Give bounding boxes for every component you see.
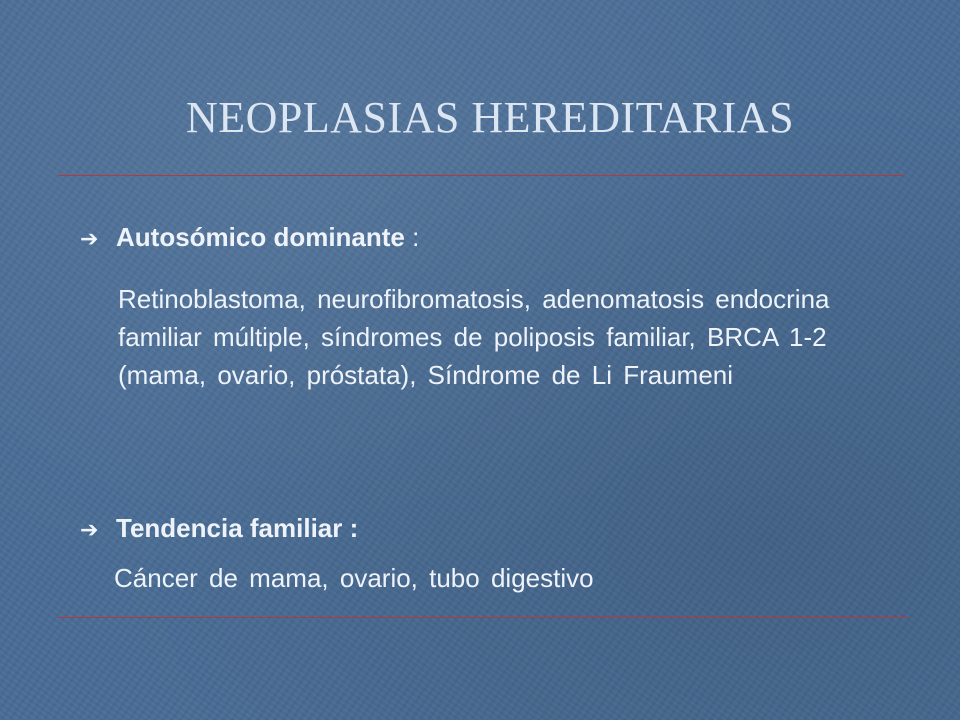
arrow-bullet-icon: ➔ [80,226,99,251]
title-divider [58,175,904,176]
arrow-bullet-icon: ➔ [80,517,99,542]
bottom-divider [58,617,908,618]
bullet-body: Cáncer de mama, ovario, tubo digestivo [114,563,594,593]
bullet-heading-suffix: : [404,222,420,252]
bullet-heading: Autosómico dominante [116,222,405,252]
bullet-heading: Tendencia familiar : [116,513,359,543]
bullet-autosomal-dominant [80,222,419,253]
bullet-body: Retinoblastoma, neurofibromatosis, adenomatosis endocrina familiar múltiple, síndromes de poliposis familiar, BRCA 1-2 (mama, ovario, próstata), Síndrome de Li Fraumeni [118,284,830,390]
bullet-family-tendency [80,513,358,544]
slide-title: NEOPLASIAS HEREDITARIAS [185,93,795,142]
